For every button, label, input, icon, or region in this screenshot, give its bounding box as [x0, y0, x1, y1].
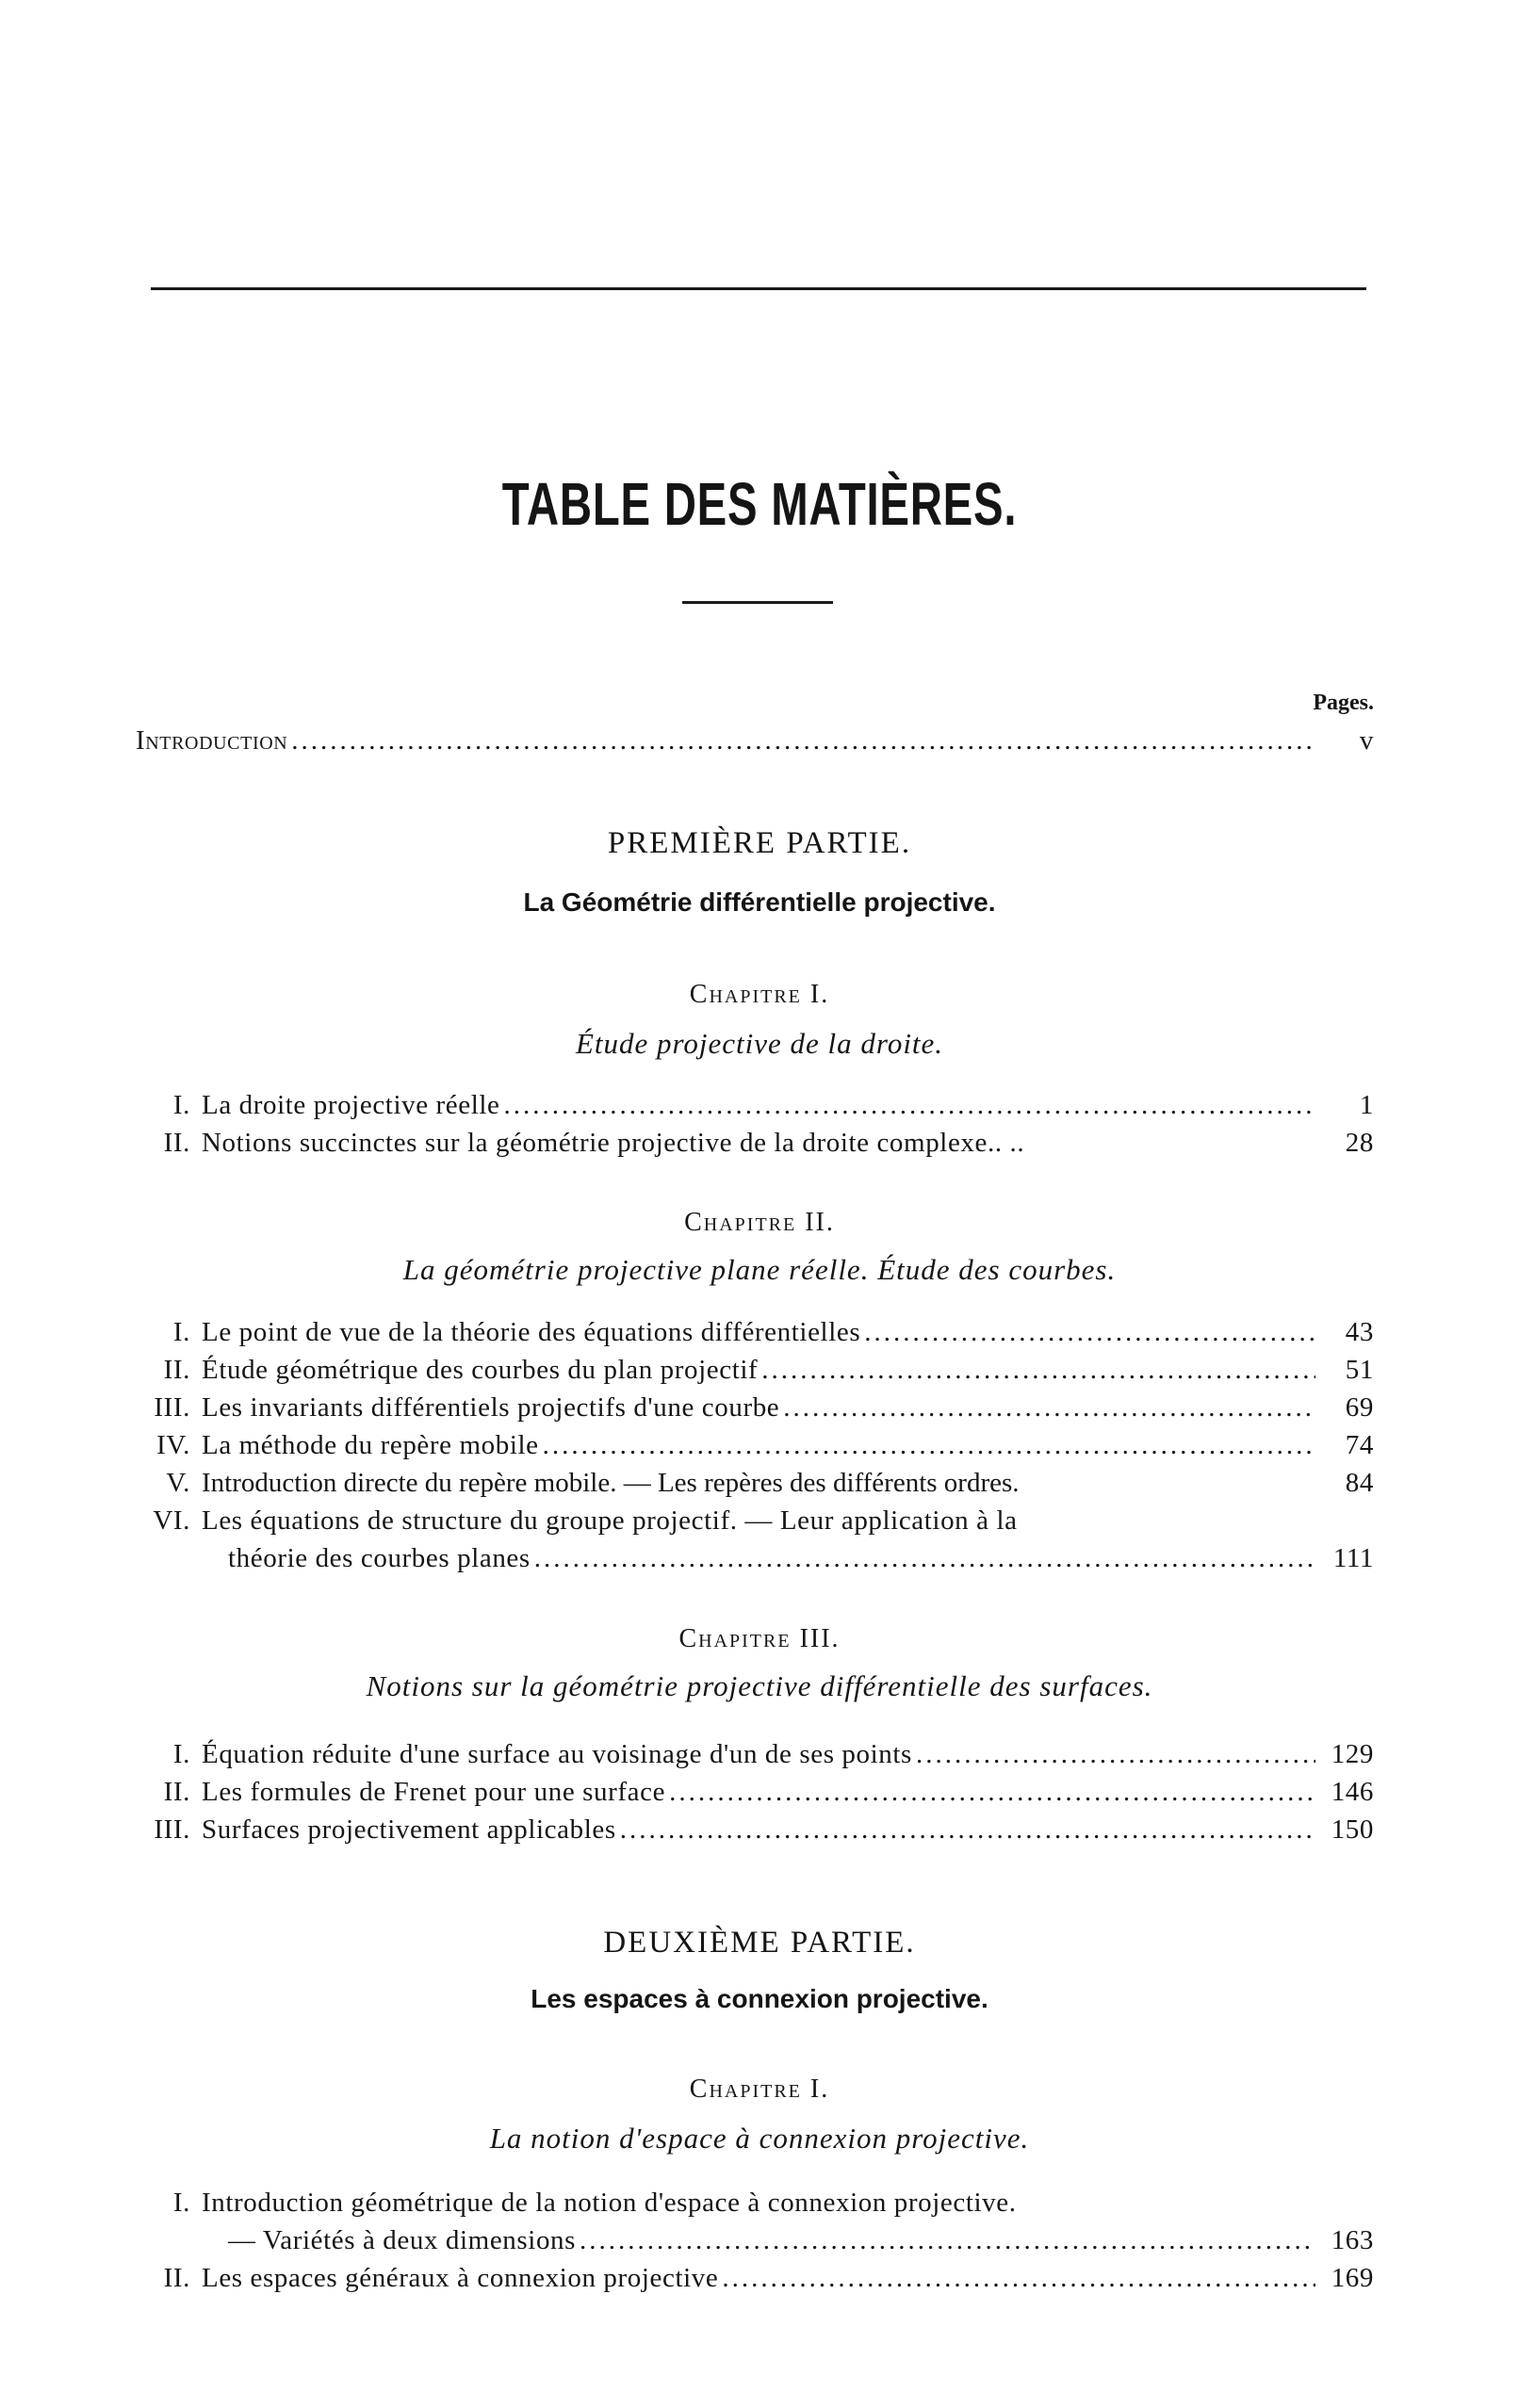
toc-entry[interactable]	[122, 1426, 1374, 1464]
part-subtitle: La Géométrie différentielle projective.	[523, 887, 996, 917]
entry-page: 84	[1345, 1468, 1374, 1498]
part-subtitle: Les espaces à connexion projective.	[531, 1984, 988, 2013]
entry-text: Surfaces projectivement applicables	[202, 1814, 616, 1845]
entry-number: I.	[172, 1739, 190, 1769]
entry-number: VI.	[153, 1505, 190, 1536]
entry-page: 129	[1331, 1739, 1374, 1769]
entry-page: 74	[1345, 1430, 1374, 1460]
top-rule	[151, 287, 1366, 290]
chapter-title: La notion d'espace à connexion projective.	[489, 2122, 1030, 2155]
entry-text: théorie des courbes planes	[228, 1543, 531, 1573]
entry-page: 51	[1345, 1355, 1374, 1385]
toc-entry-introduction[interactable]	[122, 722, 1374, 759]
toc-entry-continuation[interactable]	[122, 2221, 1374, 2259]
entry-page: 28	[1345, 1128, 1374, 1158]
title-rule	[682, 601, 833, 604]
toc-entry[interactable]	[122, 1811, 1374, 1848]
entry-page: 1	[1359, 1090, 1374, 1120]
entry-page: 69	[1345, 1392, 1374, 1423]
entry-number: III.	[154, 1814, 190, 1845]
toc-entry[interactable]	[122, 1464, 1374, 1502]
entry-text: — Variétés à deux dimensions	[228, 2225, 577, 2255]
chapter-label: Chapitre III.	[678, 1624, 841, 1653]
entry-number: II.	[163, 1355, 190, 1385]
entry-text: Étude géométrique des courbes du plan projectif	[202, 1355, 759, 1385]
toc-entry[interactable]	[122, 1735, 1374, 1773]
entry-text: Introduction directe du repère mobile. — Les repères des différents ordres.	[202, 1468, 1020, 1498]
chapter-label: Chapitre I.	[689, 980, 830, 1009]
toc-entry[interactable]	[122, 1086, 1374, 1124]
entry-number: III.	[154, 1392, 190, 1423]
toc-entry[interactable]	[122, 1389, 1374, 1426]
entry-text: Équation réduite d'une surface au voisinage d'un de ses points	[202, 1739, 912, 1769]
toc-entry[interactable]	[122, 1502, 1374, 1539]
entry-text: Notions succinctes sur la géométrie projective de la droite complexe.. ..	[202, 1128, 1025, 1158]
chapter-title: Notions sur la géométrie projective différentielle des surfaces.	[366, 1669, 1153, 1702]
entry-page: 43	[1345, 1317, 1374, 1347]
entry-text: Les invariants différentiels projectifs d'une courbe	[202, 1392, 780, 1423]
entry-text: La droite projective réelle	[202, 1090, 500, 1120]
entry-number: I.	[172, 2188, 190, 2218]
page-title: TABLE DES MATIÈRES.	[501, 470, 1018, 538]
entry-text: Les équations de structure du groupe projectif. — Leur application à la	[202, 1505, 1018, 1536]
toc-entry[interactable]	[122, 1351, 1374, 1389]
entry-page: 150	[1331, 1814, 1374, 1845]
entry-page: 169	[1331, 2263, 1374, 2293]
entry-page: 146	[1331, 1777, 1374, 1807]
part-title: DEUXIÈME PARTIE.	[603, 1926, 916, 1960]
toc-entry-continuation[interactable]	[122, 1539, 1374, 1577]
entry-text: Les formules de Frenet pour une surface	[202, 1777, 666, 1807]
entry-number: II.	[163, 1777, 190, 1807]
entry-page: 111	[1332, 1543, 1374, 1573]
entry-page: v	[1359, 725, 1374, 756]
toc-entry[interactable]	[122, 1773, 1374, 1811]
entry-number: II.	[163, 2263, 190, 2293]
entry-text: Introduction géométrique de la notion d'espace à connexion projective.	[202, 2188, 1017, 2218]
entry-number: IV.	[156, 1430, 190, 1460]
entry-text: Introduction	[136, 725, 288, 756]
chapter-label: Chapitre II.	[684, 1208, 835, 1237]
entry-text: Les espaces généraux à connexion projective	[202, 2263, 719, 2293]
entry-text: La méthode du repère mobile	[202, 1430, 539, 1460]
entry-number: V.	[166, 1468, 190, 1498]
toc-entry[interactable]	[122, 1313, 1374, 1351]
entry-number: I.	[172, 1317, 190, 1347]
entry-page: 163	[1331, 2225, 1374, 2255]
chapter-title: La géométrie projective plane réelle. Étude des courbes.	[402, 1253, 1117, 1286]
entry-text: Le point de vue de la théorie des équations différentielles	[202, 1317, 861, 1347]
entry-number: II.	[163, 1128, 190, 1158]
chapter-label: Chapitre I.	[689, 2074, 830, 2104]
pages-column-label: Pages.	[1313, 691, 1374, 715]
chapter-title: Étude projective de la droite.	[575, 1027, 944, 1060]
toc-entry[interactable]	[122, 1124, 1374, 1162]
entry-number: I.	[172, 1090, 190, 1120]
toc-entry[interactable]	[122, 2259, 1374, 2297]
part-title: PREMIÈRE PARTIE.	[607, 826, 912, 860]
toc-entry[interactable]	[122, 2184, 1374, 2221]
